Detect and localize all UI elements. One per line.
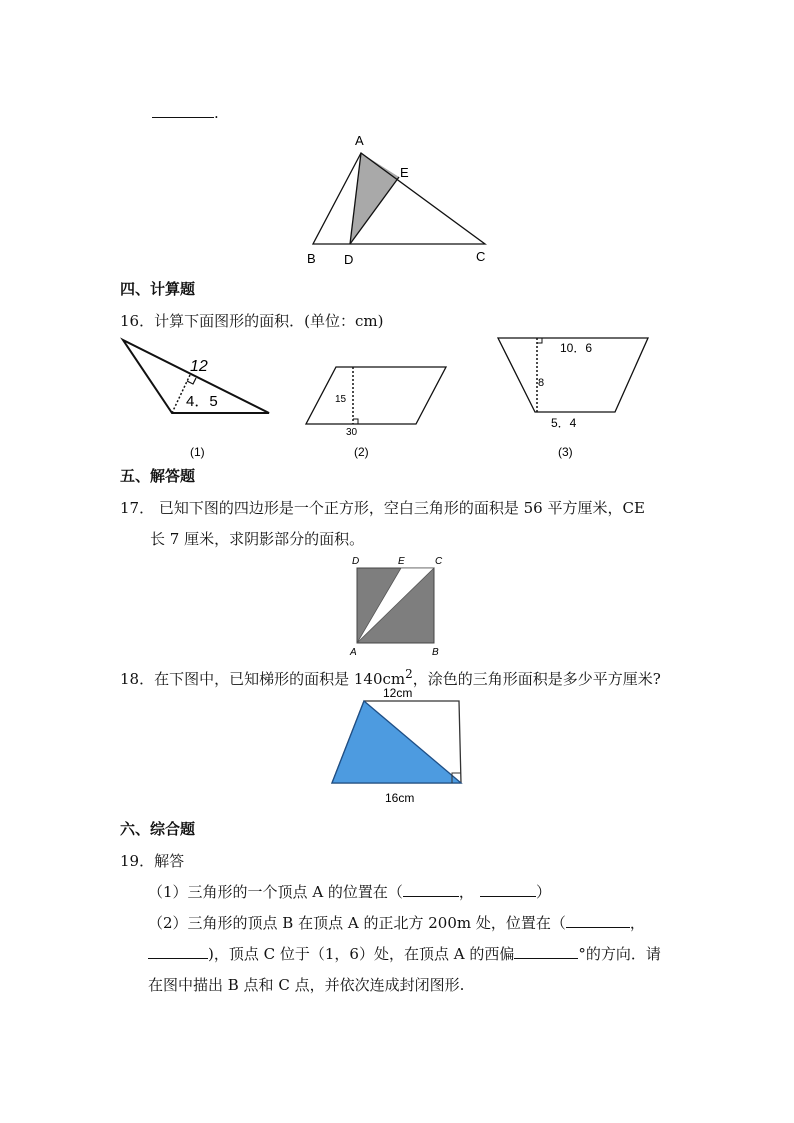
q17-label-e: E bbox=[398, 556, 405, 567]
q17-label-a: A bbox=[350, 647, 357, 657]
q18-label-bottom: 16cm bbox=[385, 791, 415, 805]
q19-part2 bbox=[148, 913, 645, 933]
q19-part1 bbox=[148, 882, 551, 902]
triangle-abc-outline bbox=[313, 153, 485, 244]
triangle-figure-abc bbox=[300, 130, 500, 270]
q16-text: 16．计算下面图形的面积．(单位：cm) bbox=[120, 312, 384, 330]
fig2-caption: (2) bbox=[354, 445, 369, 459]
fig2-label-30: 30 bbox=[346, 427, 358, 438]
fig2-label-15: 15 bbox=[335, 394, 347, 405]
q19-p1-mid: ， bbox=[458, 883, 474, 901]
q19-part3 bbox=[148, 944, 661, 964]
q19-p3-text: )，顶点 C 位于（1，6）处，在顶点 A 的西偏 bbox=[208, 945, 515, 963]
fig1-caption: (1) bbox=[190, 445, 205, 459]
fig1-label-12: 12 bbox=[190, 358, 208, 375]
q16-parallelogram-figure bbox=[306, 367, 446, 459]
q16-triangle-figure bbox=[123, 340, 269, 459]
q19-part4: 在图中描出 B 点和 C 点，并依次连成封闭图形. bbox=[148, 976, 465, 994]
fig3-label-h: 8 bbox=[538, 377, 545, 389]
q18-label-top: 12cm bbox=[383, 686, 413, 700]
q19-title: 19．解答 bbox=[120, 852, 185, 870]
answer-blank-a-x[interactable] bbox=[403, 882, 459, 897]
q17-line2: 长 7 厘米，求阴影部分的面积。 bbox=[150, 530, 365, 548]
q19-p1-pre: （1）三角形的一个顶点 A 的位置在（ bbox=[148, 883, 403, 901]
q17-square-figure bbox=[340, 552, 450, 657]
fig3-caption: (3) bbox=[558, 445, 573, 459]
label-a: A bbox=[355, 133, 364, 148]
q19-p2-mid: ， bbox=[629, 914, 645, 932]
q17-label-d: D bbox=[352, 556, 360, 567]
fig3-label-bottom: 5．4 bbox=[551, 416, 577, 430]
shaded-triangle-ade bbox=[350, 153, 399, 244]
section-title-answer: 五、解答题 bbox=[120, 467, 196, 485]
fig1-label-45: 4．5 bbox=[186, 393, 218, 410]
q19-p1-post: ） bbox=[535, 883, 551, 901]
label-b: B bbox=[307, 251, 316, 266]
q17-label-c: C bbox=[435, 556, 443, 567]
top-answer-line bbox=[152, 103, 219, 123]
blue-triangle bbox=[332, 701, 461, 783]
q16-trapezoid-figure bbox=[498, 338, 648, 459]
q17-label-b: B bbox=[432, 647, 439, 657]
answer-blank-b-x[interactable] bbox=[566, 913, 630, 928]
q16-figures bbox=[110, 330, 670, 465]
fig3-label-top: 10．6 bbox=[560, 341, 593, 355]
label-d: D bbox=[344, 252, 354, 267]
label-e: E bbox=[400, 165, 409, 180]
q18-trapezoid-figure bbox=[325, 683, 475, 808]
q19-p3-tail: °的方向．请 bbox=[578, 945, 661, 963]
q18-text-pre: 18．在下图中，已知梯形的面积是 140cm bbox=[120, 670, 406, 688]
section-title-calculation: 四、计算题 bbox=[120, 280, 196, 298]
q19-p2-pre: （2）三角形的顶点 B 在顶点 A 的正北方 200m 处，位置在（ bbox=[148, 914, 566, 932]
top-tail: . bbox=[214, 104, 219, 122]
section-title-comprehensive: 六、综合题 bbox=[120, 820, 196, 838]
answer-blank-angle[interactable] bbox=[514, 944, 578, 959]
q18-superscript: 2 bbox=[405, 667, 413, 681]
answer-blank[interactable] bbox=[152, 103, 214, 118]
q17-line1: 17． 已知下图的四边形是一个正方形，空白三角形的面积是 56 平方厘米，CE bbox=[120, 499, 645, 517]
answer-blank-b-y[interactable] bbox=[148, 944, 208, 959]
q18-text-post: ，涂色的三角形面积是多少平方厘米? bbox=[412, 670, 661, 688]
label-c: C bbox=[476, 249, 486, 264]
answer-blank-a-y[interactable] bbox=[480, 882, 536, 897]
